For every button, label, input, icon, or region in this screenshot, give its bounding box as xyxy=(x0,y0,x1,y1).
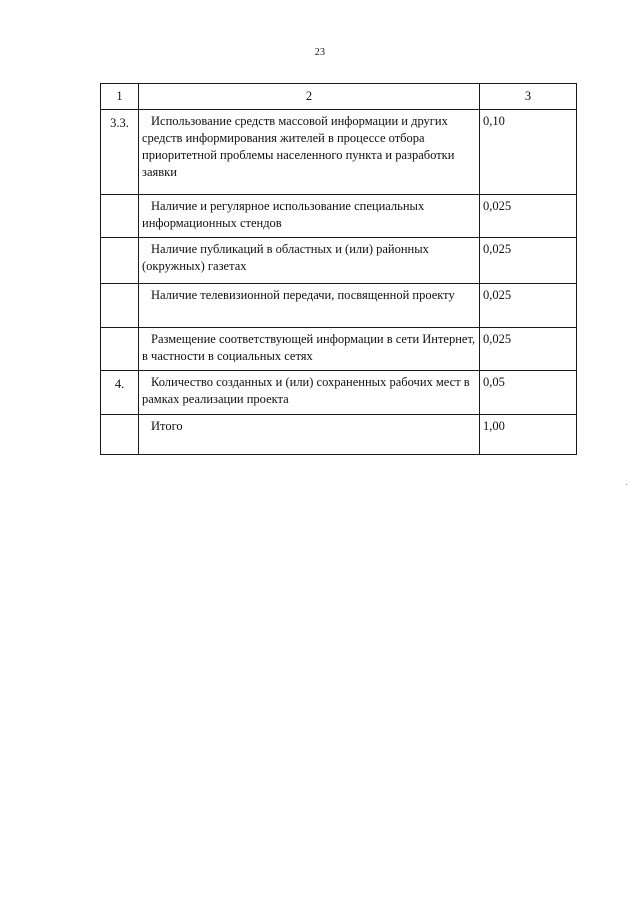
row-description xyxy=(139,110,480,195)
row-description xyxy=(139,415,480,455)
row-description xyxy=(139,328,480,371)
table-row xyxy=(101,238,577,284)
table-row xyxy=(101,371,577,415)
row-number xyxy=(101,328,139,371)
row-number xyxy=(101,284,139,328)
row-description xyxy=(139,238,480,284)
row-description-text: Количество созданных и (или) сохраненных рабочих мест в рамках реализации проекта xyxy=(142,375,470,406)
column-header-3: 3 xyxy=(480,84,577,110)
column-header-1: 1 xyxy=(101,84,139,110)
row-value: 0,025 xyxy=(480,284,577,328)
table-row xyxy=(101,195,577,238)
table-total-row xyxy=(101,415,577,455)
criteria-table xyxy=(100,83,577,455)
row-number: 3.3. xyxy=(101,110,139,195)
total-value: 1,00 xyxy=(480,415,577,455)
row-value: 0,025 xyxy=(480,195,577,238)
row-description-text: Использование средств массовой информации и других средств информирования жителей в процессе отбора приоритетной проблемы населенного пункта и разработки заявки xyxy=(142,114,455,179)
row-description-text: Наличие публикаций в областных и (или) районных (окружных) газетах xyxy=(142,242,429,273)
row-value: 0,025 xyxy=(480,238,577,284)
row-value: 0,10 xyxy=(480,110,577,195)
row-number xyxy=(101,415,139,455)
table-row xyxy=(101,284,577,328)
row-description-text: Наличие и регулярное использование специальных информационных стендов xyxy=(142,199,425,230)
row-description xyxy=(139,284,480,328)
row-description-text: Наличие телевизионной передачи, посвященной проекту xyxy=(151,288,455,302)
row-number: 4. xyxy=(101,371,139,415)
row-description-text: Размещение соответствующей информации в сети Интернет, в частности в социальных сетях xyxy=(142,332,476,363)
table-row xyxy=(101,110,577,195)
row-number xyxy=(101,238,139,284)
table-row xyxy=(101,328,577,371)
scan-speck xyxy=(626,484,627,485)
total-label: Итого xyxy=(151,419,183,433)
row-number xyxy=(101,195,139,238)
page-number: 23 xyxy=(314,47,326,58)
row-value: 0,05 xyxy=(480,371,577,415)
row-value: 0,025 xyxy=(480,328,577,371)
row-description xyxy=(139,371,480,415)
column-header-2: 2 xyxy=(139,84,480,110)
table-header-row xyxy=(101,84,577,110)
row-description xyxy=(139,195,480,238)
